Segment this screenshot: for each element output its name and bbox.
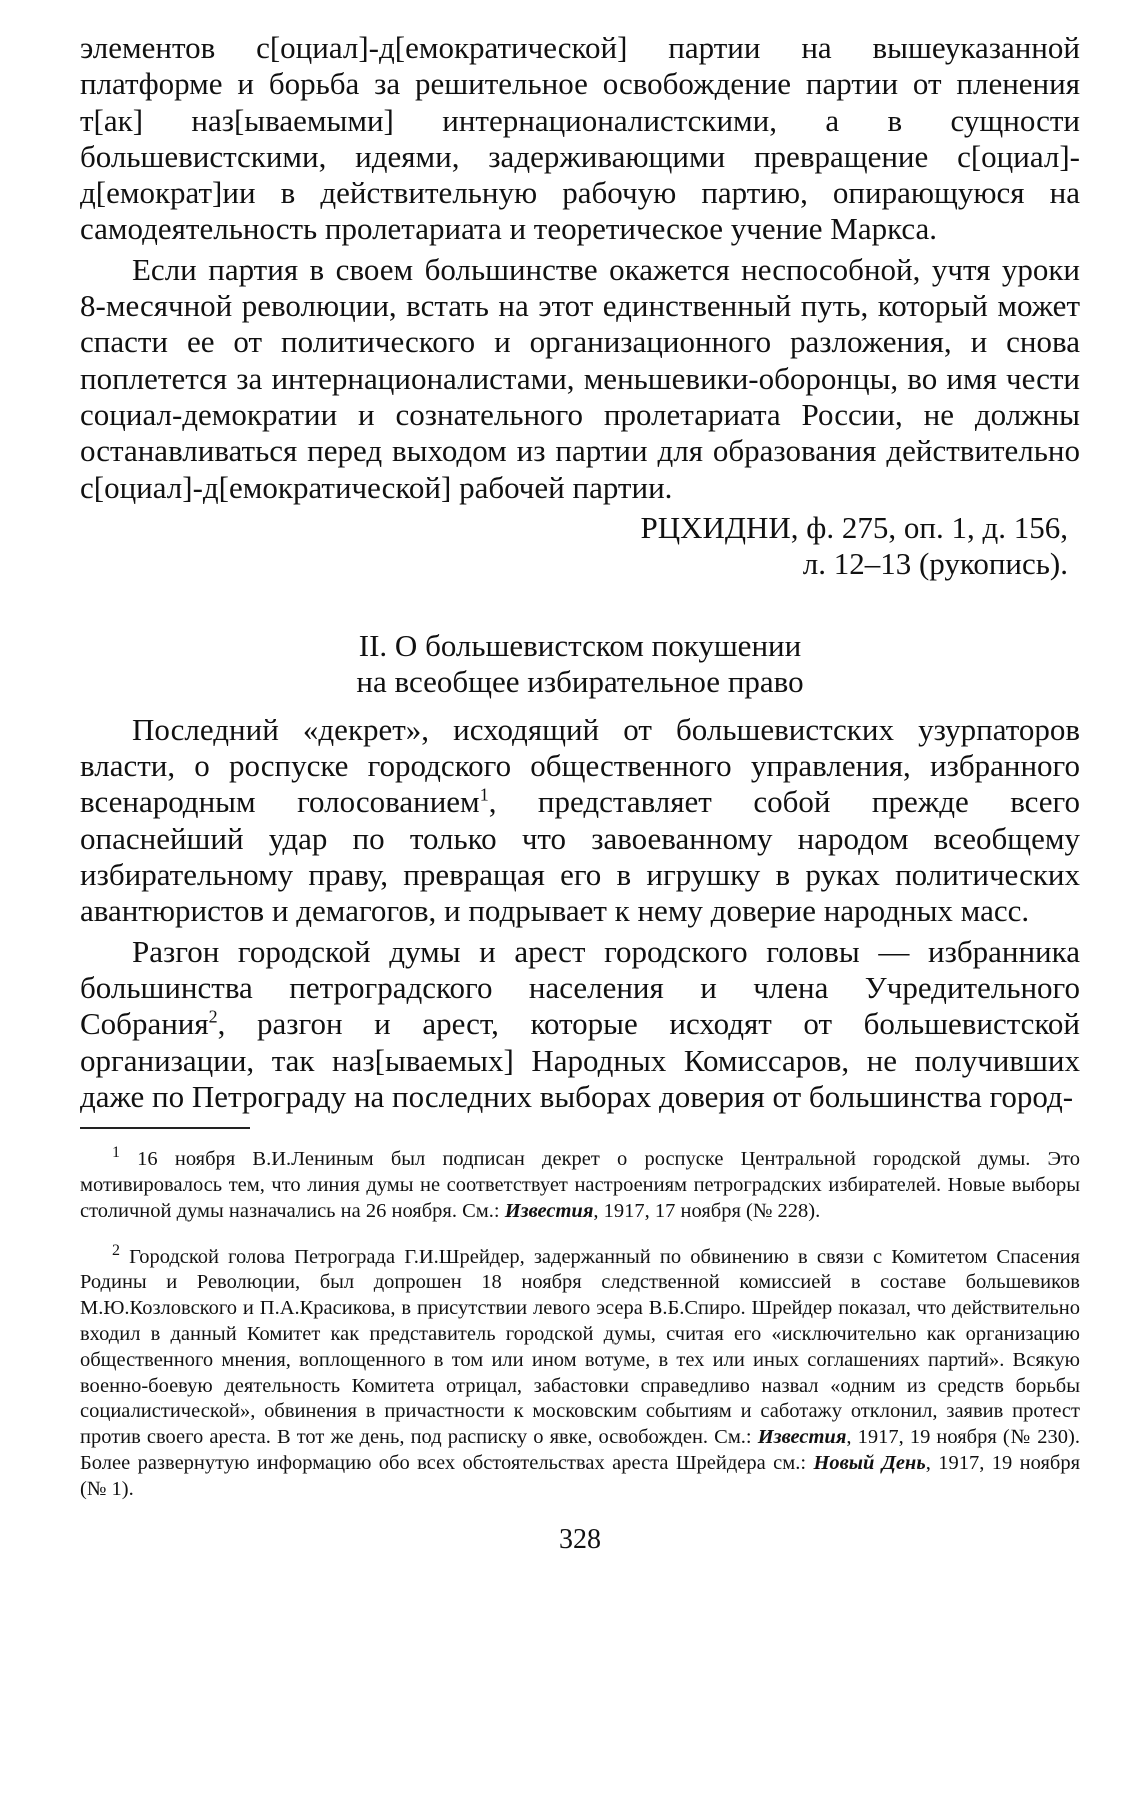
paragraph-duma-text-cont: , разгон и арест, которые исходят от большевистской организации, так наз[ываемых] Народных Комиссаров, не получивших даже по Петрограду на последних выборах доверия от большинства город- (80, 1006, 1080, 1114)
paragraph-decree (80, 712, 1080, 930)
section-text (80, 712, 1080, 1115)
footnote-2 (80, 1241, 1080, 1503)
main-text (80, 30, 1080, 506)
page (80, 30, 1080, 1556)
paragraph-decree-text: Последний «декрет», исходящий от большевистских узурпаторов власти, о роспуске городского общественного управления, избранного всенародным голосованием (80, 711, 1080, 820)
footnote-1-text: 16 ноября В.И.Лениным был подписан декрет о роспуске Центральной городской думы. Это мотивировалось тем, что линия думы не соответствует настроениям петроградских избирателей. Новые выборы столичной думы назначались на 26 ноября. См.: (80, 1148, 1080, 1222)
footnote-divider (80, 1127, 250, 1129)
footnote-1-tail: , 1917, 17 ноября (№ 228). (593, 1199, 821, 1222)
footnote-1-source: Известия (504, 1199, 594, 1222)
paragraph-duma-dispersal (80, 934, 1080, 1115)
paragraph-decree-text-cont: , представляет собой прежде всего опаснейший удар по только что завоеванному народом всеобщему избирательному праву, превращая его в игрушку в руках политических авантюристов и демагогов, и подрывает к нему доверие народных масс. (80, 784, 1080, 929)
footnote-2-mid: , 1917, 19 ноября (№ 230). Более развернутую информацию обо всех обстоятельствах ареста Шрейдера см.: (80, 1426, 1080, 1474)
paragraph-party-warning: Если партия в своем большинстве окажется неспособной, учтя уроки 8-месячной революции, встать на этот единственный путь, который может спасти ее от политического и организационного разложения, и снова поплетется за интернационалистами, меньшевики-оборонцы, во имя чести социал-демократии и сознательного пролетариата России, не должны останавливаться перед выходом из партии для образования действительно с[оциал]-д[емократической] рабочей партии. (80, 251, 1080, 505)
footnote-2-source-2: Новый День (813, 1451, 926, 1474)
footnote-2-mark: 2 (112, 1241, 120, 1259)
footnote-2-source-1: Известия (757, 1426, 847, 1449)
citation-line-2: л. 12–13 (рукопись). (802, 545, 1068, 581)
paragraph-continuation: элементов с[оциал]-д[емократической] партии на вышеуказанной платформе и борьба за решительное освобождение партии от пленения т[ак] наз[ываемыми] интернационалистскими, а в сущности большевистскими, идеями, задерживающими превращение с[оциал]-д[емократ]ии в действительную рабочую партию, опирающуюся на самодеятельность пролетариата и теоретическое учение Маркса. (80, 30, 1080, 247)
footnote-ref-2[interactable]: 2 (208, 1006, 218, 1027)
paragraph-duma-text: Разгон городской думы и арест городского головы — избранника большинства петроградского населения и члена Учредительного Собрания (80, 933, 1080, 1042)
footnote-1 (80, 1144, 1080, 1224)
section-title-line-2: на всеобщее избирательное право (356, 663, 804, 699)
archive-citation (80, 510, 1068, 582)
section-title-line-1: II. О большевистском покушении (358, 627, 802, 663)
section-title (80, 628, 1080, 700)
footnote-2-text: Городской голова Петрограда Г.И.Шрейдер, задержанный по обвинению в связи с Комитетом Спасения Родины и Революции, был допрошен 18 ноября следственной комиссией в составе большевиков М.Ю.Козловского и П.А.Красикова, в присутствии левого эсера В.Б.Спиро. Шрейдер показал, что действительно входил в данный Комитет как представитель городской думы, считая его «исключительно как организацию общественного мнения, воплощенного в том или ином вотуме, в тех или иных соглашениях партий». Всякую военно-боевую деятельность Комитета отрицал, забастовки справедливо назвал «одним из средств борьбы социалистической», обвинения в причастности к московским событиям и саботажу отклонил, заявив протест против своего ареста. В тот же день, под расписку о явке, освобожден. См.: (80, 1245, 1080, 1449)
footnote-ref-1[interactable]: 1 (479, 785, 489, 806)
footnote-2-tail: , 1917, 19 ноября (№ 1). (80, 1451, 1080, 1500)
footnote-1-mark: 1 (112, 1144, 120, 1162)
citation-line-1: РЦХИДНИ, ф. 275, оп. 1, д. 156, (640, 509, 1068, 545)
page-number: 328 (559, 1524, 601, 1556)
